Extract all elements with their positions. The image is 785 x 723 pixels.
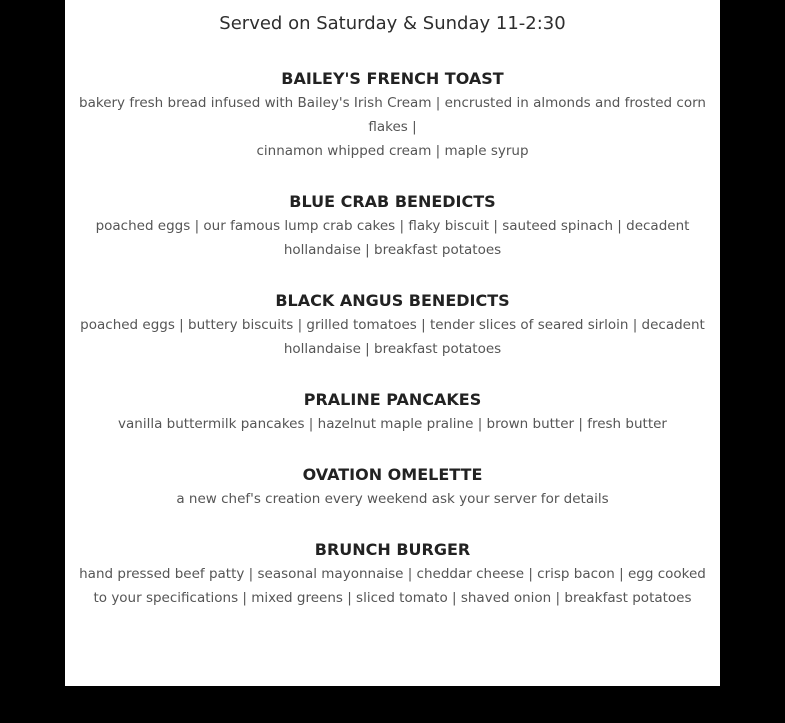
menu-item-description-line: vanilla buttermilk pancakes | hazelnut maple praline | brown butter | fresh butter xyxy=(118,416,667,432)
menu-item-description-line: a new chef's creation every weekend ask your server for details xyxy=(176,491,609,507)
menu-item-baileys-french-toast xyxy=(65,67,720,163)
menu-item-description xyxy=(65,562,720,610)
menu-item-description-line: poached eggs | our famous lump crab cakes | flaky biscuit | sauteed spinach | decadent hollandaise | breakfast potatoes xyxy=(95,218,690,258)
menu-item-description xyxy=(65,91,720,163)
menu-item-description xyxy=(65,313,720,361)
menu-item-praline-pancakes xyxy=(65,388,720,436)
menu-item-black-angus-benedicts xyxy=(65,289,720,361)
menu-item-description-line: bakery fresh bread infused with Bailey's Irish Cream | encrusted in almonds and frosted corn flakes | xyxy=(79,95,706,135)
menu-item-description-line: hand pressed beef patty | seasonal mayonnaise | cheddar cheese | crisp bacon | egg cooked to your specifications | mixed greens | sliced tomato | shaved onion | breakfast potatoes xyxy=(79,566,706,606)
menu-item-title: BAILEY'S FRENCH TOAST xyxy=(281,69,504,88)
menu-item-title: OVATION OMELETTE xyxy=(302,465,483,484)
menu-item-description xyxy=(65,412,720,436)
serving-hours: Served on Saturday & Sunday 11-2:30 xyxy=(219,13,566,34)
menu-item-description xyxy=(65,487,720,511)
menu-item-title: BRUNCH BURGER xyxy=(314,540,471,559)
menu-item-description-line: poached eggs | buttery biscuits | grilled tomatoes | tender slices of seared sirloin | decadent hollandaise | breakfast potatoes xyxy=(80,317,705,357)
menu-item-ovation-omelette xyxy=(65,463,720,511)
menu-item-brunch-burger xyxy=(65,538,720,610)
menu-item-title: PRALINE PANCAKES xyxy=(303,390,482,409)
menu-item-description xyxy=(65,214,720,262)
menu-item-title: BLUE CRAB BENEDICTS xyxy=(289,192,496,211)
menu-item-title: BLACK ANGUS BENEDICTS xyxy=(275,291,510,310)
menu-item-blue-crab-benedicts xyxy=(65,190,720,262)
menu-item-description-line: cinnamon whipped cream | maple syrup xyxy=(256,143,529,159)
menu-page xyxy=(65,0,720,686)
